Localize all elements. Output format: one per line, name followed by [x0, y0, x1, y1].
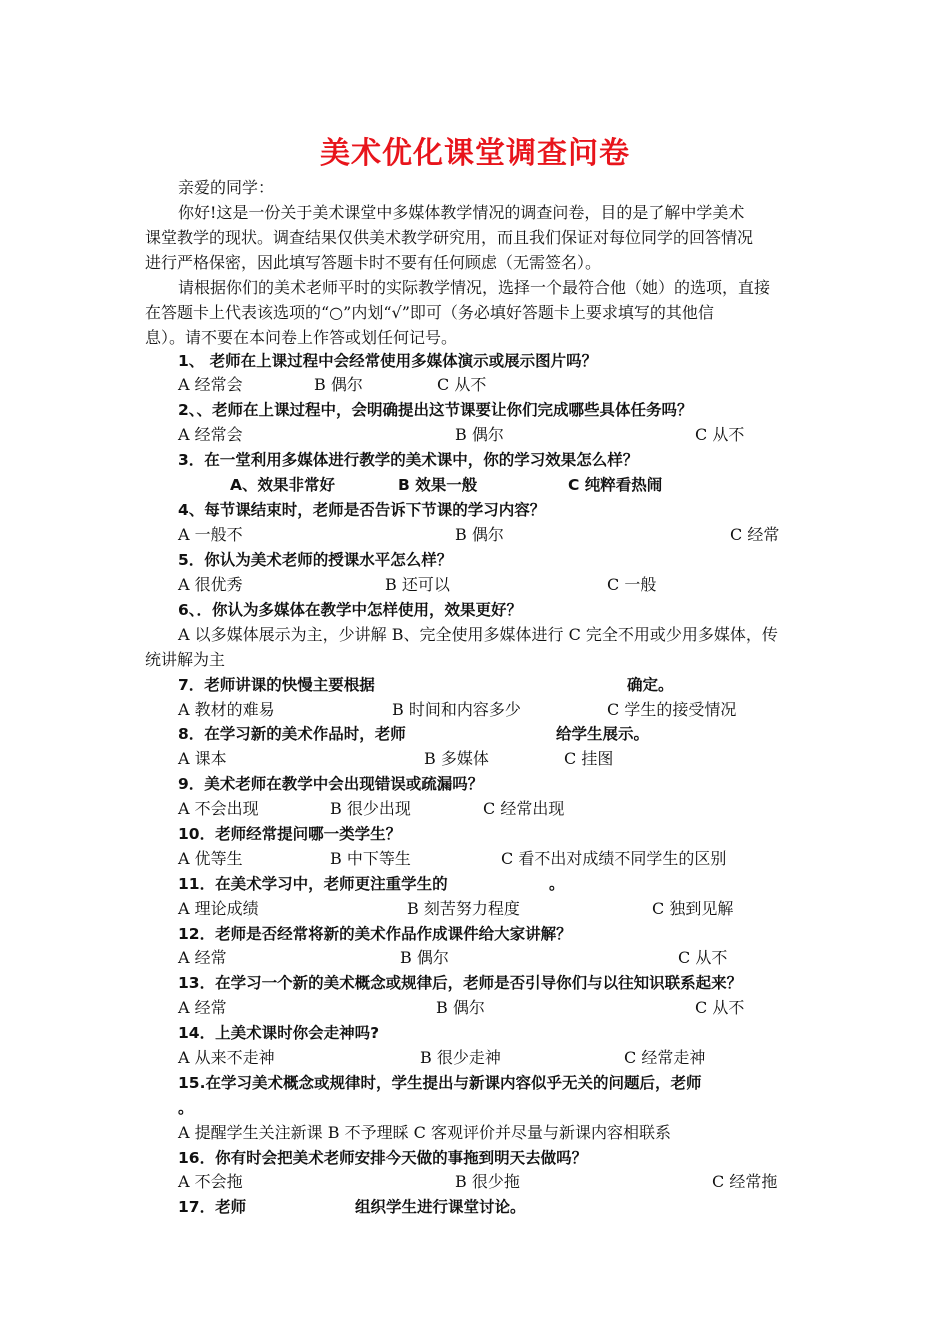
question-text: 1、 老师在上课过程中会经常使用多媒体演示或展示图片吗？	[178, 352, 598, 370]
option-a: A 很优秀	[178, 575, 243, 594]
question-text-tail: 组织学生进行课堂讨论。	[355, 1198, 526, 1216]
option-b: B 多媒体	[424, 749, 489, 768]
option-a: A 理论成绩	[178, 899, 259, 918]
option-b: B 还可以	[385, 575, 450, 594]
option-b: B 很少拖	[455, 1172, 520, 1191]
option-c: C 学生的接受情况	[607, 700, 737, 719]
option-a: A 从来不走神	[178, 1048, 275, 1067]
option-b: B 偶尔	[436, 998, 485, 1017]
option-b: B 很少走神	[420, 1048, 501, 1067]
option-c: C 挂图	[564, 749, 614, 768]
option-line: A 提醒学生关注新课 B 不予理睬 C 客观评价并尽量与新课内容相联系	[178, 1123, 671, 1142]
intro-line: 在答题卡上代表该选项的“○”内划“√”即可（务必填好答题卡上要求填写的其他信	[145, 303, 714, 322]
question-text: 17．老师	[178, 1198, 247, 1216]
option-c: C 从不	[695, 998, 745, 1017]
intro-line: 请根据你们的美术老师平时的实际教学情况，选择一个最符合他（她）的选项，直接	[178, 278, 771, 297]
question-text: 7．老师讲课的快慢主要根据	[178, 676, 375, 694]
question-text: 12．老师是否经常将新的美术作品作成课件给大家讲解？	[178, 925, 572, 943]
question-text: 14．上美术课时你会走神吗?	[178, 1024, 380, 1042]
question-text: 2、、老师在上课过程中，会明确提出这节课要让你们完成哪些具体任务吗？	[178, 401, 693, 419]
question-text-tail: 。	[549, 875, 565, 893]
option-c: C 从不	[437, 375, 487, 394]
question-text: 10．老师经常提问哪一类学生？	[178, 825, 402, 843]
option-a: A 经常会	[178, 375, 243, 394]
option-b: B 偶尔	[314, 375, 363, 394]
question-text-tail: 给学生展示。	[556, 725, 650, 743]
question-text: 9．美术老师在教学中会出现错误或疏漏吗？	[178, 775, 484, 793]
question-text: 3．在一堂利用多媒体进行教学的美术课中，你的学习效果怎么样？	[178, 451, 639, 469]
question-text-tail: 确定。	[627, 676, 674, 694]
page-title: 美术优化课堂调查问卷	[320, 136, 630, 171]
option-a: A 课本	[178, 749, 227, 768]
intro-line: 课堂教学的现状。调查结果仅供美术教学研究用，而且我们保证对每位同学的回答情况	[145, 228, 754, 247]
option-b: B 很少出现	[330, 799, 411, 818]
greeting: 亲爱的同学：	[178, 178, 275, 197]
option-c: C 看不出对成绩不同学生的区别	[501, 849, 727, 868]
option-b: B 偶尔	[400, 948, 449, 967]
option-line: 统讲解为主	[145, 650, 226, 669]
option-b: B 中下等生	[330, 849, 411, 868]
intro-line: 进行严格保密，因此填写答题卡时不要有任何顾虑（无需签名）。	[145, 253, 602, 272]
option-a: A 不会出现	[178, 799, 259, 818]
question-text-tail: 。	[178, 1099, 194, 1117]
option-b: B 刻苦努力程度	[407, 899, 520, 918]
option-c: C 经常	[730, 525, 780, 544]
option-c: C 一般	[607, 575, 657, 594]
option-a: A 优等生	[178, 849, 243, 868]
option-a: A 教材的难易	[178, 700, 275, 719]
option-a: A 经常	[178, 948, 227, 967]
option-c: C 经常走神	[624, 1048, 706, 1067]
option-c: C 纯粹看热闹	[568, 476, 663, 494]
option-line: A 以多媒体展示为主，少讲解 B、完全使用多媒体进行 C 完全不用或少用多媒体，传	[178, 625, 778, 644]
option-a: A 经常会	[178, 425, 243, 444]
question-text: 15.在学习美术概念或规律时，学生提出与新课内容似乎无关的问题后，老师	[178, 1074, 702, 1092]
question-text: 8．在学习新的美术作品时，老师	[178, 725, 406, 743]
option-c: C 经常拖	[712, 1172, 778, 1191]
option-b: B 时间和内容多少	[392, 700, 521, 719]
option-a: A、效果非常好	[230, 476, 335, 494]
question-text: 16．你有时会把美术老师安排今天做的事拖到明天去做吗？	[178, 1149, 588, 1167]
question-text: 5．你认为美术老师的授课水平怎么样？	[178, 551, 453, 569]
question-text: 6、．你认为多媒体在教学中怎样使用，效果更好？	[178, 601, 523, 619]
option-b: B 偶尔	[455, 525, 504, 544]
option-a: A 不会拖	[178, 1172, 243, 1191]
option-c: C 经常出现	[483, 799, 565, 818]
option-b: B 偶尔	[455, 425, 504, 444]
question-text: 4、每节课结束时，老师是否告诉下节课的学习内容？	[178, 501, 546, 519]
option-b: B 效果一般	[398, 476, 478, 494]
question-text: 13．在学习一个新的美术概念或规律后，老师是否引导你们与以往知识联系起来？	[178, 974, 743, 992]
option-c: C 从不	[695, 425, 745, 444]
option-a: A 一般不	[178, 525, 243, 544]
question-text: 11．在美术学习中，老师更注重学生的	[178, 875, 448, 893]
option-c: C 从不	[678, 948, 728, 967]
intro-line: 息）。请不要在本问卷上作答或划任何记号。	[145, 328, 458, 347]
option-a: A 经常	[178, 998, 227, 1017]
option-c: C 独到见解	[652, 899, 734, 918]
intro-line: 你好!这是一份关于美术课堂中多媒体教学情况的调查问卷，目的是了解中学美术	[178, 203, 745, 222]
